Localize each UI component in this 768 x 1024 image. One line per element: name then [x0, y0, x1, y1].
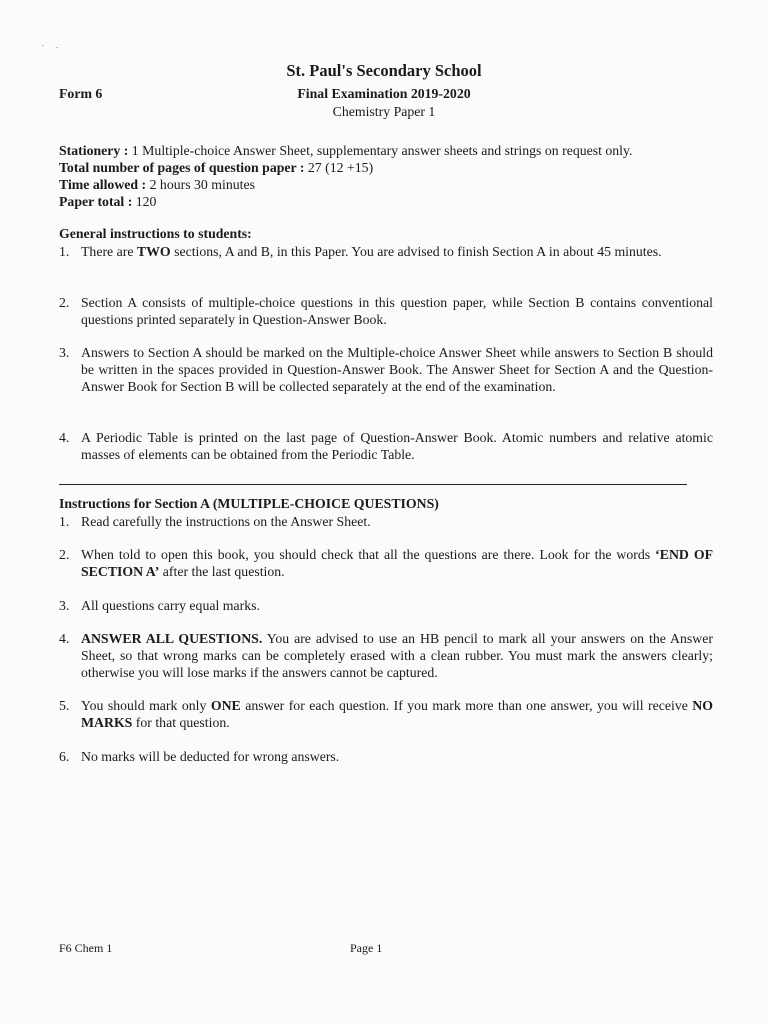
paper-name: Chemistry Paper 1 — [332, 104, 436, 119]
footer-paper-code: F6 Chem 1 — [59, 941, 113, 955]
pages-row — [59, 159, 719, 176]
item-number: 4. — [59, 631, 70, 646]
form-label: Form 6 — [59, 86, 103, 101]
stationery-label: Stationery : — [59, 143, 129, 158]
pages-value: 27 (12 +15) — [304, 160, 374, 175]
total-label: Paper total : — [59, 194, 133, 209]
time-label: Time allowed : — [59, 177, 147, 192]
section-a-item-5 — [59, 697, 713, 731]
item-text: No marks will be deducted for wrong answers. — [81, 749, 340, 764]
item-number: 1. — [59, 514, 70, 529]
item-number: 6. — [59, 749, 70, 764]
item-text: Section A consists of multiple-choice questions in this question paper, while Section B contains conventional questions printed separately in Question-Answer Book. — [81, 295, 713, 328]
item-text: ANSWER ALL QUESTIONS. You are advised to use an HB pencil to mark all your answers on the Answer Sheet, so that wrong marks can be completely erased with a clean rubber. You must mark the answers clearly; otherwise you will lose marks if the answers cannot be captured. — [81, 631, 713, 681]
item-text: You should mark only ONE answer for each question. If you mark more than one answer, you will receive NO MARKS for that question. — [81, 698, 713, 731]
exam-title: Final Examination 2019-2020 — [297, 86, 471, 101]
item-number: 3. — [59, 345, 70, 360]
school-name: St. Paul's Secondary School — [286, 61, 482, 80]
footer-page-number: Page 1 — [350, 941, 383, 955]
time-value: 2 hours 30 minutes — [146, 177, 255, 192]
section-a-item-3 — [59, 597, 713, 614]
time-row — [59, 176, 719, 193]
general-item-4 — [59, 429, 713, 463]
item-number: 2. — [59, 295, 70, 310]
section-a-item-6 — [59, 748, 713, 765]
item-text: All questions carry equal marks. — [81, 598, 260, 613]
item-text: Answers to Section A should be marked on the Multiple-choice Answer Sheet while answers to Section B should be written in the spaces provided in Question-Answer Book. The Answer Sheet for Section A and the Question-Answer Book for Section B will be collected separately at the end of the examination. — [81, 345, 713, 395]
item-text: There are TWO sections, A and B, in this Paper. You are advised to finish Section A in about 45 minutes. — [81, 244, 662, 259]
item-text: When told to open this book, you should check that all the questions are there. Look for the words ‘END OF SECTION A’ after the last question. — [81, 547, 713, 580]
item-number: 3. — [59, 598, 70, 613]
section-a-item-2 — [59, 546, 713, 580]
section-divider — [59, 484, 687, 485]
stationery-row — [59, 142, 719, 159]
item-text: A Periodic Table is printed on the last page of Question-Answer Book. Atomic numbers and relative atomic masses of elements can be obtained from the Periodic Table. — [81, 430, 713, 463]
pages-label: Total number of pages of question paper : — [59, 160, 305, 175]
section-a-item-1 — [59, 513, 713, 530]
section-a-item-4 — [59, 630, 713, 682]
general-item-3 — [59, 344, 713, 396]
item-number: 1. — [59, 244, 70, 259]
general-item-1 — [59, 243, 713, 260]
stationery-value: 1 Multiple-choice Answer Sheet, supplementary answer sheets and strings on request only. — [128, 143, 633, 158]
section-a-heading: Instructions for Section A (MULTIPLE-CHOICE QUESTIONS) — [59, 496, 439, 511]
item-number: 4. — [59, 430, 70, 445]
total-value: 120 — [132, 194, 157, 209]
paper-info — [59, 142, 719, 210]
general-instructions-heading: General instructions to students: — [59, 226, 252, 241]
total-row — [59, 193, 719, 210]
general-item-2 — [59, 294, 713, 328]
item-number: 5. — [59, 698, 70, 713]
item-text: Read carefully the instructions on the Answer Sheet. — [81, 514, 371, 529]
item-number: 2. — [59, 547, 70, 562]
